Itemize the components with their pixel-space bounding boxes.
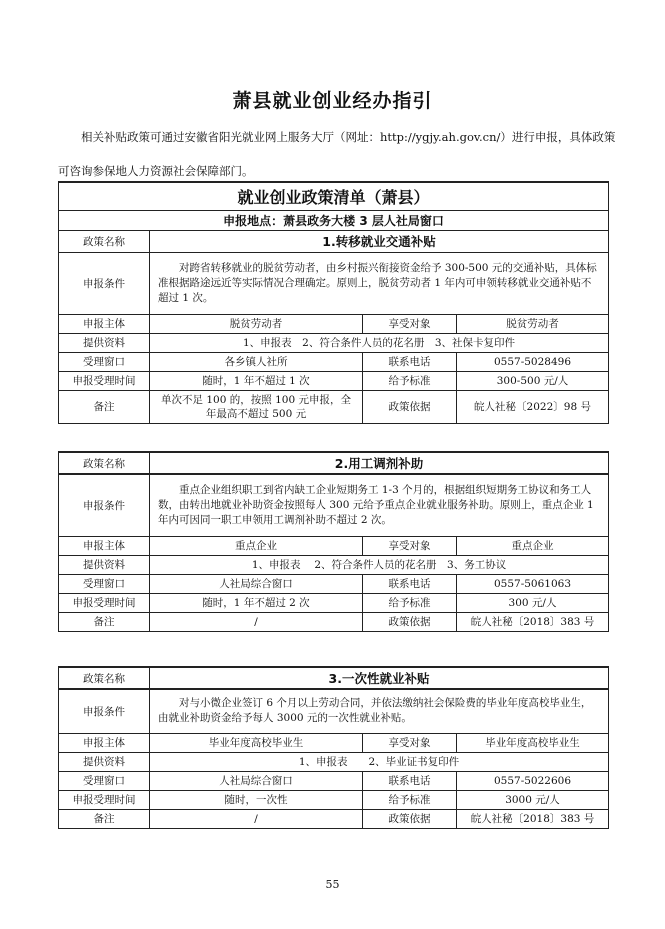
policy-standard: 300-500 元/人 [457,371,609,390]
label-beneficiary: 享受对象 [363,314,457,333]
label-window: 受理窗口 [59,352,150,371]
policy-window: 人社局综合窗口 [150,574,363,593]
policy-beneficiary: 重点企业 [457,536,609,555]
label-subject: 申报主体 [59,314,150,333]
policy-window: 人社局综合窗口 [150,771,363,790]
policy-standard: 3000 元/人 [457,790,609,809]
label-phone: 联系电话 [363,771,457,790]
policy-materials: 1、申报表 2、符合条件人员的花名册 3、务工协议 [150,555,609,574]
label-remarks: 备注 [59,612,150,631]
page-number: 55 [325,878,340,891]
intro-paragraph: 相关补贴政策可通过安徽省阳光就业网上服务大厅（网址：http://ygjy.ah.gov.cn/）进行申报，具体政策可咨询参保地人力资源社会保障部门。 [58,130,616,178]
policy-conditions: 重点企业组织职工到省内缺工企业短期务工 1-3 个月的，根据组织短期务工协议和务工人数，由转出地就业补助资金按照每人 300 元给予重点企业就业服务补助。原则上，重点企业 1 年内可因同一职工申领用工调剂补助不超过 2 次。 [150,474,609,536]
policy-table-2 [58,451,609,632]
label-standard: 给予标准 [363,593,457,612]
label-beneficiary: 享受对象 [363,733,457,752]
policy-basis: 皖人社秘〔2018〕383 号 [457,612,609,631]
policy-remarks: / [150,809,363,828]
list-title: 就业创业政策清单（萧县） [59,182,609,210]
label-remarks: 备注 [59,390,150,423]
label-window: 受理窗口 [59,574,150,593]
policy-remarks: 单次不足 100 的，按照 100 元申报，全年最高不超过 500 元 [150,390,363,423]
label-beneficiary: 享受对象 [363,536,457,555]
label-phone: 联系电话 [363,574,457,593]
policy-subject: 脱贫劳动者 [150,314,363,333]
location-text: 申报地点：萧县政务大楼 3 层人社局窗口 [59,210,609,230]
policy-beneficiary: 毕业年度高校毕业生 [457,733,609,752]
label-conditions: 申报条件 [59,252,150,314]
policy-basis: 皖人社秘〔2018〕383 号 [457,809,609,828]
label-time: 申报受理时间 [59,371,150,390]
label-remarks: 备注 [59,809,150,828]
label-subject: 申报主体 [59,733,150,752]
label-policy-name: 政策名称 [59,667,150,689]
label-standard: 给予标准 [363,371,457,390]
label-time: 申报受理时间 [59,790,150,809]
policy-remarks: / [150,612,363,631]
policy-name: 2.用工调剂补助 [150,452,609,474]
policy-phone: 0557-5022606 [457,771,609,790]
policy-phone: 0557-5028496 [457,352,609,371]
label-window: 受理窗口 [59,771,150,790]
policy-basis: 皖人社秘〔2022〕98 号 [457,390,609,423]
label-materials: 提供资料 [59,333,150,352]
policy-subject: 重点企业 [150,536,363,555]
policy-table-3 [58,666,609,829]
label-materials: 提供资料 [59,752,150,771]
label-time: 申报受理时间 [59,593,150,612]
policy-time: 随时，一次性 [150,790,363,809]
policy-table-1 [58,181,609,424]
policy-subject: 毕业年度高校毕业生 [150,733,363,752]
label-materials: 提供资料 [59,555,150,574]
label-policy-name: 政策名称 [59,452,150,474]
policy-name: 3.一次性就业补贴 [150,667,609,689]
label-basis: 政策依据 [363,390,457,423]
policy-standard: 300 元/人 [457,593,609,612]
label-policy-name: 政策名称 [59,230,150,252]
label-standard: 给予标准 [363,790,457,809]
policy-materials: 1、申报表 2、符合条件人员的花名册 3、社保卡复印件 [150,333,609,352]
label-conditions: 申报条件 [59,474,150,536]
policy-name: 1.转移就业交通补贴 [150,230,609,252]
policy-phone: 0557-5061063 [457,574,609,593]
label-phone: 联系电话 [363,352,457,371]
policy-time: 随时，1 年不超过 2 次 [150,593,363,612]
policy-window: 各乡镇人社所 [150,352,363,371]
policy-time: 随时，1 年不超过 1 次 [150,371,363,390]
label-basis: 政策依据 [363,809,457,828]
policy-materials: 1、申报表 2、毕业证书复印件 [150,752,609,771]
policy-beneficiary: 脱贫劳动者 [457,314,609,333]
label-conditions: 申报条件 [59,689,150,733]
label-subject: 申报主体 [59,536,150,555]
policy-conditions: 对跨省转移就业的脱贫劳动者，由乡村振兴衔接资金给予 300-500 元的交通补贴，具体标准根据路途远近等实际情况合理确定。原则上，脱贫劳动者 1 年内可申领转移就业交通补贴不超过 1 次。 [150,252,609,314]
page-title: 萧县就业创业经办指引 [232,90,433,112]
label-basis: 政策依据 [363,612,457,631]
policy-conditions: 对与小微企业签订 6 个月以上劳动合同，并依法缴纳社会保险费的毕业年度高校毕业生，由就业补助资金给予每人 3000 元的一次性就业补贴。 [150,689,609,733]
